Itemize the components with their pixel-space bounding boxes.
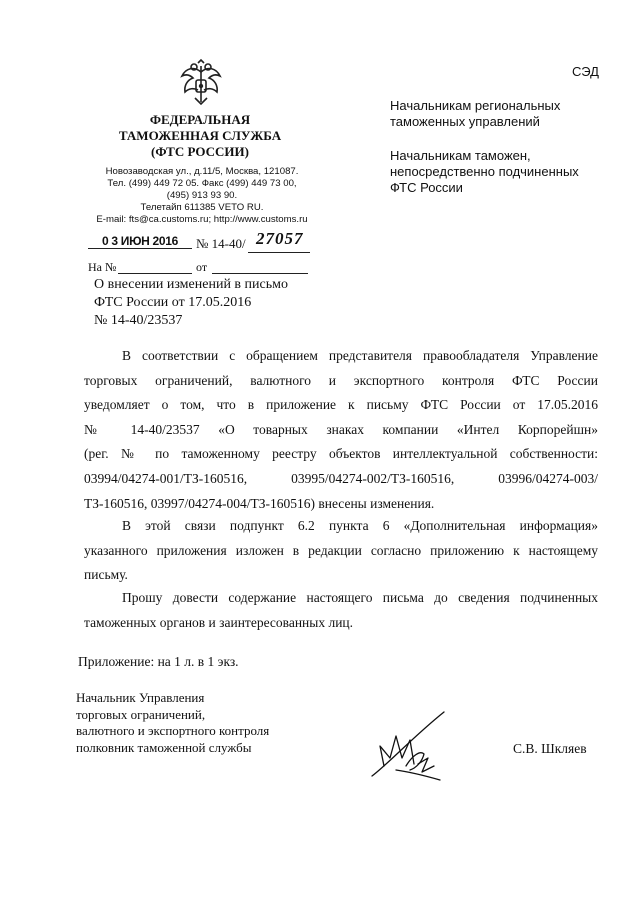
ref-from-label: от: [196, 260, 208, 274]
ref-label: На №: [88, 260, 117, 274]
body-line: 03994/04274-001/ТЗ-160516, 03995/04274-002/ТЗ-160516, 03996/04274-003/: [84, 470, 598, 486]
position-line: Начальник Управления: [76, 690, 205, 705]
sender-org: [100, 112, 300, 160]
body-paragraph-1: [84, 344, 598, 516]
body-line: уведомляет о том, что в приложение к письму ФТС России от 17.05.2016: [84, 397, 598, 413]
body-line: В соответствии с обращением представителя правообладателя Управление: [122, 348, 598, 363]
org-line: (ФТС РОССИИ): [151, 144, 249, 159]
position-line: торговых ограничений,: [76, 706, 206, 722]
body-line: № 14-40/23537 «О товарных знаках компании «Интел Корпорейшн»: [84, 421, 598, 437]
position-line: валютного и экспортного контроля: [76, 723, 270, 738]
recipient-line: непосредственно подчиненных: [390, 164, 579, 179]
org-line: ФЕДЕРАЛЬНАЯ: [149, 112, 251, 127]
recipient-line: Начальникам таможен,: [390, 148, 531, 163]
body-line: торговых ограничений, валютного и экспортного контроля ФТС России: [84, 372, 598, 388]
position-line: полковник таможенной службы: [76, 739, 252, 755]
subject-line: ФТС России от 17.05.2016: [94, 295, 252, 310]
subject-line: № 14-40/23537: [94, 313, 183, 328]
recipient-line: ФТС России: [390, 180, 463, 195]
recipient-line: таможенных управлений: [390, 114, 540, 129]
address-line: Новозаводская ул., д.11/5, Москва, 121087.: [105, 166, 299, 177]
signature-icon: [366, 706, 476, 788]
sed-mark: СЭД: [572, 64, 599, 79]
registration-number-handwritten: 27057: [256, 229, 304, 248]
body-paragraph-2: [84, 514, 598, 588]
body-line: письму.: [84, 567, 128, 583]
emblem-icon: [176, 58, 226, 108]
registration-number-prefix: № 14-40/: [196, 236, 246, 251]
registration-date: 0 3 ИЮН 2016: [88, 234, 192, 249]
body-line: таможенных органов и заинтересованных лиц.: [84, 614, 354, 630]
body-line: (рег. № по таможенному реестру объектов интеллектуальной собственности:: [84, 446, 598, 462]
subject: [94, 276, 288, 330]
sender-address: [92, 166, 312, 226]
org-line: ТАМОЖЕННАЯ СЛУЖБА: [118, 128, 282, 143]
signatory-position: [76, 690, 269, 756]
body-line: В этой связи подпункт 6.2 пункта 6 «Дополнительная информация»: [122, 518, 598, 533]
body-paragraph-3: [84, 586, 598, 635]
attachment-note: Приложение: на 1 л. в 1 экз.: [78, 654, 239, 669]
ref-from-underline: [212, 273, 308, 274]
body-line: ТЗ-160516, 03997/04274-004/ТЗ-160516) внесены изменения.: [84, 495, 435, 511]
recipient-2: [390, 148, 579, 196]
body-line: указанного приложения изложен в редакции согласно приложению к настоящему: [84, 542, 598, 558]
number-underline: [248, 252, 310, 253]
address-line: Телетайп 611385 VETO RU.: [140, 202, 264, 213]
ref-underline: [118, 273, 192, 274]
recipient-line: Начальникам региональных: [390, 98, 561, 113]
address-line: (495) 913 93 90.: [166, 190, 238, 201]
subject-line: О внесении изменений в письмо: [94, 277, 288, 292]
signatory-name: С.В. Шкляев: [513, 741, 587, 756]
recipient-1: [390, 98, 560, 130]
address-line: E-mail: fts@ca.customs.ru; http://www.customs.ru: [96, 214, 308, 225]
body-line: Прошу довести содержание настоящего письма до сведения подчиненных: [122, 590, 598, 605]
address-line: Тел. (499) 449 72 05. Факс (499) 449 73 00,: [107, 178, 297, 189]
